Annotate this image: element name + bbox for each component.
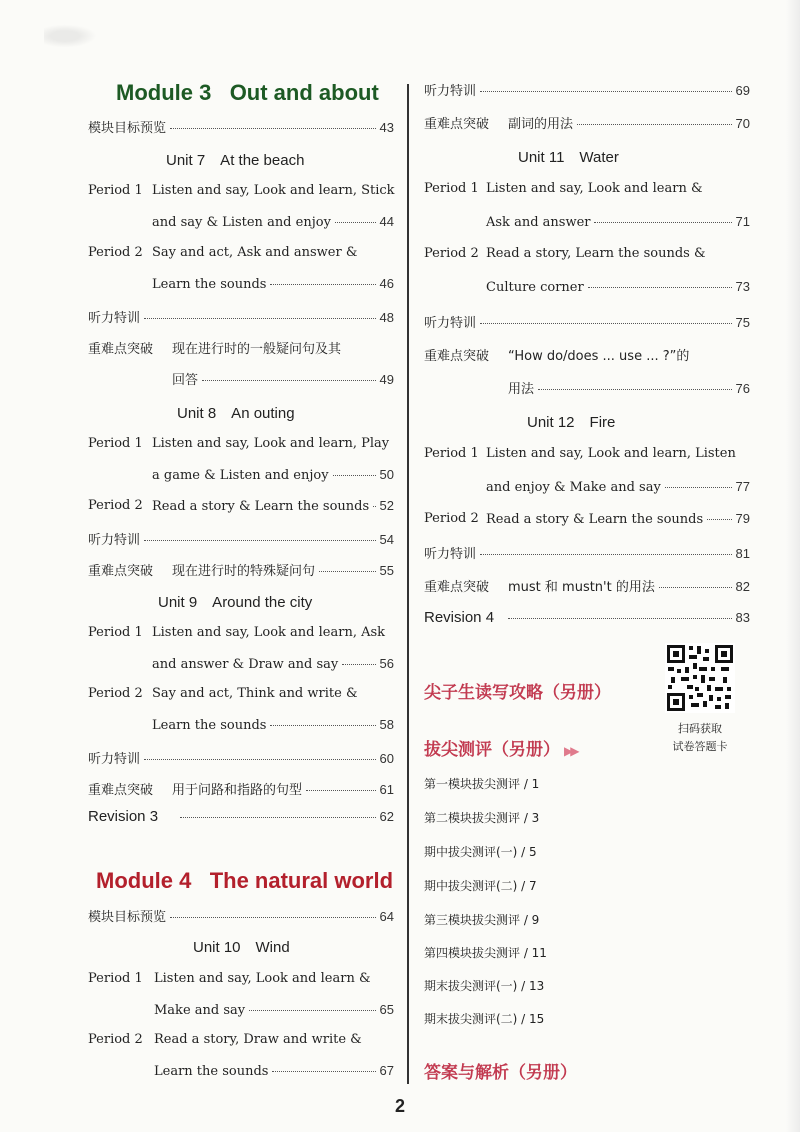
toc-label: 听力特训	[424, 547, 477, 562]
toc-label: 听力特训	[424, 84, 477, 99]
unit-title: Unit 11 Water	[518, 149, 619, 166]
page-number: 79	[735, 511, 750, 526]
module3-number: Module 3	[116, 80, 212, 105]
toc-label: must 和 mustn't 的用法	[508, 580, 655, 595]
double-arrow-icon: ▶▶	[564, 744, 577, 758]
page-number: 60	[379, 751, 394, 766]
period-label: Period 1	[88, 183, 143, 198]
tests-heading-text: 拔尖测评（另册）	[424, 740, 560, 760]
module4-title	[96, 868, 393, 894]
period-topics: Read a story, Draw and write &	[154, 1032, 362, 1047]
toc-label: Read a story & Learn the sounds	[486, 512, 704, 527]
focus-topic: 现在进行时的一般疑问句及其	[172, 342, 342, 357]
focus-label: 重难点突破	[88, 783, 154, 798]
unit-title: Unit 7 At the beach	[166, 152, 305, 169]
toc-entry[interactable]	[88, 117, 394, 136]
tests-heading	[424, 735, 576, 760]
toc-label: Revision 3	[88, 808, 159, 825]
page-number: 54	[379, 532, 394, 547]
page-number: 64	[379, 909, 394, 924]
toc-label: 回答	[172, 373, 199, 388]
toc-entry[interactable]	[486, 479, 750, 495]
toc-entry[interactable]	[152, 276, 394, 292]
toc-entry[interactable]	[152, 656, 394, 672]
test-item[interactable]: 期中拔尖测评(一) / 5	[424, 845, 537, 859]
test-item[interactable]: 第一模块拔尖测评 / 1	[424, 777, 540, 791]
toc-entry[interactable]	[172, 779, 394, 798]
period-topics: Read a story, Learn the sounds &	[486, 246, 706, 261]
period-label: Period 2	[424, 511, 479, 526]
page-number: 55	[379, 563, 394, 578]
toc-entry[interactable]	[88, 748, 394, 767]
test-item[interactable]: 期中拔尖测评(二) / 7	[424, 879, 537, 893]
page-number: 61	[379, 782, 394, 797]
module4-name: The natural world	[209, 868, 394, 893]
toc-entry[interactable]	[154, 1063, 394, 1079]
toc-label: 模块目标预览	[88, 121, 167, 136]
toc-label: and enjoy & Make and say	[486, 480, 661, 495]
period-label: Period 1	[88, 971, 143, 986]
toc-entry[interactable]	[486, 214, 750, 230]
test-item[interactable]: 期末拔尖测评(一) / 13	[424, 979, 545, 993]
scan-smudge	[44, 18, 114, 54]
toc-entry[interactable]	[88, 906, 394, 925]
page-number: 46	[379, 276, 394, 291]
toc-label: 用于问路和指路的句型	[172, 783, 303, 798]
toc-label: Read a story & Learn the sounds	[152, 499, 370, 514]
page-number: 52	[379, 498, 394, 513]
toc-entry[interactable]	[172, 369, 394, 388]
toc-entry[interactable]	[508, 378, 750, 397]
toc-entry[interactable]	[152, 214, 394, 230]
focus-label: 重难点突破	[424, 580, 490, 595]
toc-entry[interactable]	[88, 529, 394, 548]
toc-label: Learn the sounds	[152, 277, 267, 292]
period-topics: Say and act, Ask and answer &	[152, 245, 358, 260]
page-number: 70	[735, 116, 750, 131]
toc-entry[interactable]	[508, 113, 750, 132]
qr-caption: 扫码获取	[678, 722, 722, 735]
toc-entry[interactable]	[88, 307, 394, 326]
period-label: Period 2	[88, 1032, 143, 1047]
page-edge-shadow	[786, 0, 800, 1132]
focus-label: 重难点突破	[88, 342, 154, 357]
period-topics: Listen and say, Look and learn, Ask	[152, 625, 386, 640]
period-topics: Say and act, Think and write &	[152, 686, 358, 701]
page-number: 62	[379, 809, 394, 824]
period-label: Period 2	[88, 498, 143, 513]
period-topics: Listen and say, Look and learn &	[486, 181, 703, 196]
page-number: 82	[735, 579, 750, 594]
toc-label: 听力特训	[88, 311, 141, 326]
toc-label: Make and say	[154, 1003, 246, 1018]
page-number: 69	[735, 83, 750, 98]
toc-entry[interactable]	[152, 498, 394, 514]
unit-title: Unit 12 Fire	[527, 414, 616, 431]
toc-label: Ask and answer	[486, 215, 591, 230]
toc-entry[interactable]	[88, 808, 394, 825]
toc-label: Learn the sounds	[152, 718, 267, 733]
period-topics: Listen and say, Look and learn, Play	[152, 436, 390, 451]
page-number: 58	[379, 717, 394, 732]
qr-caption: 试卷答题卡	[672, 740, 728, 753]
toc-label: Culture corner	[486, 280, 584, 295]
toc-label: a game & Listen and enjoy	[152, 468, 329, 483]
unit-title: Unit 8 An outing	[177, 405, 295, 422]
toc-entry[interactable]	[152, 717, 394, 733]
period-label: Period 1	[424, 181, 479, 196]
focus-label: 重难点突破	[424, 117, 490, 132]
period-label: Period 2	[88, 245, 143, 260]
page-number: 48	[379, 310, 394, 325]
page-number: 49	[379, 372, 394, 387]
period-topics: Listen and say, Look and learn, Listen	[486, 446, 736, 461]
test-item[interactable]: 第三模块拔尖测评 / 9	[424, 913, 540, 927]
test-item[interactable]: 期末拔尖测评(二) / 15	[424, 1012, 545, 1026]
toc-label: Revision 4	[424, 609, 495, 626]
toc-entry[interactable]	[508, 576, 750, 595]
period-label: Period 1	[424, 446, 479, 461]
unit-title: Unit 9 Around the city	[158, 594, 313, 611]
toc-label: 现在进行时的特殊疑问句	[172, 564, 316, 579]
page-number: 71	[735, 214, 750, 229]
toc-label: and say & Listen and enjoy	[152, 215, 331, 230]
toc-entry[interactable]	[424, 312, 750, 331]
period-topics: Listen and say, Look and learn, Stick	[152, 183, 395, 198]
test-item[interactable]: 第四模块拔尖测评 / 11	[424, 946, 547, 960]
focus-label: 重难点突破	[88, 564, 154, 579]
period-label: Period 1	[88, 625, 143, 640]
toc-entry[interactable]	[152, 467, 394, 483]
page-number: 50	[379, 467, 394, 482]
column-divider	[407, 84, 409, 1084]
unit-title: Unit 10 Wind	[193, 939, 290, 956]
toc-label: 听力特训	[424, 316, 477, 331]
toc-label: 听力特训	[88, 533, 141, 548]
page-number: 75	[735, 315, 750, 330]
page-number: 56	[379, 656, 394, 671]
answers-heading: 答案与解析（另册）	[424, 1063, 577, 1083]
page-number: 83	[735, 610, 750, 625]
page-number: 65	[379, 1002, 394, 1017]
page-number-footer: 2	[394, 1096, 405, 1116]
toc-label: 用法	[508, 382, 535, 397]
period-label: Period 2	[88, 686, 143, 701]
period-topics: Listen and say, Look and learn &	[154, 971, 371, 986]
toc-entry[interactable]	[154, 1002, 394, 1018]
test-item[interactable]: 第二模块拔尖测评 / 3	[424, 811, 540, 825]
toc-entry[interactable]	[424, 609, 750, 626]
page-number: 81	[735, 546, 750, 561]
page-number: 67	[379, 1063, 394, 1078]
toc-entry[interactable]	[424, 543, 750, 562]
page-number: 73	[735, 279, 750, 294]
toc-label: 副词的用法	[508, 117, 574, 132]
toc-label: Learn the sounds	[154, 1064, 269, 1079]
qr-code[interactable]	[665, 643, 735, 713]
qr-code-graphic	[665, 643, 735, 713]
focus-topic: “How do/does ... use ... ?”的	[508, 349, 690, 364]
toc-entry[interactable]	[424, 80, 750, 99]
period-label: Period 1	[88, 436, 143, 451]
page-number: 76	[735, 381, 750, 396]
toc-entry[interactable]	[486, 511, 750, 527]
page-number: 77	[735, 479, 750, 494]
page-number: 43	[379, 120, 394, 135]
focus-label: 重难点突破	[424, 349, 490, 364]
module4-number: Module 4	[96, 868, 192, 893]
toc-label: 听力特训	[88, 752, 141, 767]
reading-writing-heading: 尖子生读写攻略（另册）	[424, 683, 611, 703]
module3-title	[116, 80, 379, 106]
page-number: 44	[379, 214, 394, 229]
toc-label: and answer & Draw and say	[152, 657, 339, 672]
toc-entry[interactable]	[486, 279, 750, 295]
toc-entry[interactable]	[172, 560, 394, 579]
period-label: Period 2	[424, 246, 479, 261]
module3-name: Out and about	[229, 80, 379, 105]
toc-label: 模块目标预览	[88, 910, 167, 925]
